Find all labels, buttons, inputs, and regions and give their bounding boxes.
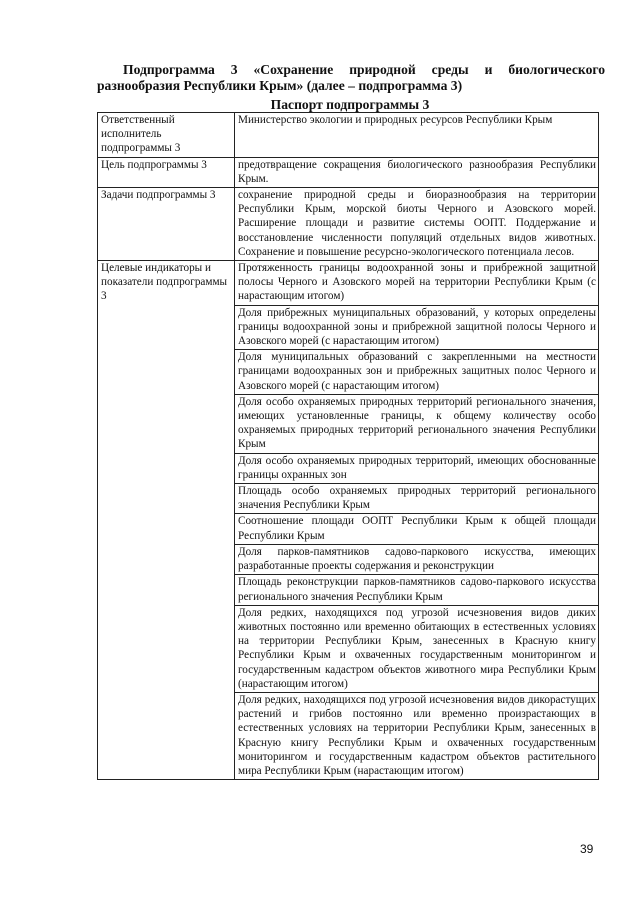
indicator-item: Доля редких, находящихся под угрозой исчезновения видов дикорастущих растений и грибов постоянно или временно произрастающих в естественных условиях на территории Республики Крым, занесенных в Красную книгу Республики Крым и охваченных государственным мониторингом и государственным кадастром объектов растительного мира Республики Крым (нарастающим итогом) xyxy=(235,692,599,779)
indicator-item: Доля особо охраняемых природных территорий регионального значения, имеющих установленные границы, к общему количеству особо охраняемых природных территорий регионального значения Республики Крым xyxy=(235,394,599,453)
goal-value: предотвращение сокращения биологического разнообразия Республики Крым. xyxy=(235,157,599,187)
tasks-value: сохранение природной среды и биоразнообразия на территории Республики Крым, морской биоты Черного и Азовского морей. Расширение площади и развитие системы ООПТ. Поддержание и восстановление численности популяций отдельных видов животных. Сохранение и повышение ресурсно-экологического потенциала лесов. xyxy=(235,188,599,261)
passport-table xyxy=(97,112,599,780)
indicator-item: Соотношение площади ООПТ Республики Крым к общей площади Республики Крым xyxy=(235,514,599,544)
passport-heading: Паспорт подпрограммы 3 xyxy=(270,97,430,112)
table-row xyxy=(98,188,599,261)
subprogram-title xyxy=(97,62,605,94)
table-row xyxy=(98,113,599,158)
indicator-item: Доля прибрежных муниципальных образований, у которых определены границы водоохранной зоны и прибрежной защитной полосы Черного и Азовского морей (с нарастающим итогом) xyxy=(235,305,599,350)
indicator-item: Доля парков-памятников садово-паркового искусства, имеющих разработанные проекты содержания и реконструкции xyxy=(235,544,599,574)
responsible-value: Министерство экологии и природных ресурсов Республики Крым xyxy=(235,113,599,158)
indicator-item: Доля особо охраняемых природных территорий, имеющих обоснованные границы охранных зон xyxy=(235,453,599,483)
tasks-label: Задачи подпрограммы 3 xyxy=(98,188,235,261)
indicators-label: Целевые индикаторы и показатели подпрограммы 3 xyxy=(98,261,235,780)
title-line-2: разнообразия Республики Крым» (далее – подпрограмма 3) xyxy=(97,78,463,93)
goal-label: Цель подпрограммы 3 xyxy=(98,157,235,187)
indicator-item: Доля редких, находящихся под угрозой исчезновения видов диких животных постоянно или временно обитающих в естественных условиях на территории Республики Крым, занесенных в Красную книгу Республики Крым и охваченных государственным мониторингом и государственным кадастром объектов животного мира Республики Крым (нарастающим итогом) xyxy=(235,605,599,692)
indicator-item: Площадь реконструкции парков-памятников садово-паркового искусства регионального значения Республики Крым xyxy=(235,575,599,605)
responsible-label: Ответственный исполнитель подпрограммы 3 xyxy=(98,113,235,158)
indicator-item: Площадь особо охраняемых природных территорий регионального значения Республики Крым xyxy=(235,484,599,514)
table-row xyxy=(98,261,599,306)
indicator-item: Доля муниципальных образований с закрепленными на местности границами водоохранных зон и прибрежных защитных полос Черного и Азовского морей (с нарастающим итогом) xyxy=(235,350,599,395)
title-line-1: Подпрограмма 3 «Сохранение природной среды и биологического xyxy=(123,62,605,77)
table-row xyxy=(98,157,599,187)
page-number: 39 xyxy=(580,842,594,856)
indicator-item: Протяженность границы водоохранной зоны и прибрежной защитной полосы Черного и Азовского морей на территории Республики Крым (с нарастающим итогом) xyxy=(235,261,599,306)
